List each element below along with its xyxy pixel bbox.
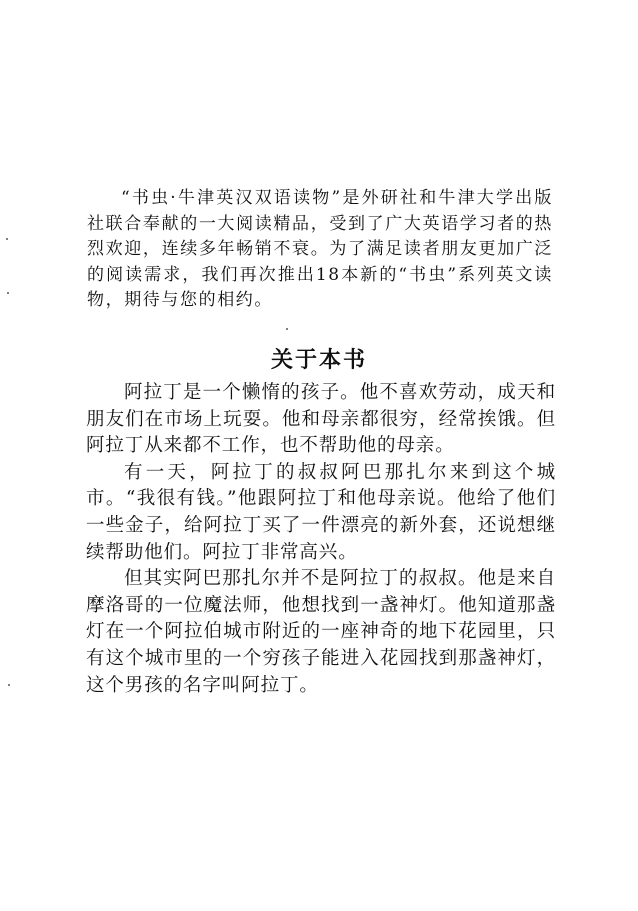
margin-speck [7, 292, 9, 294]
margin-speck [8, 684, 10, 686]
margin-speck [6, 238, 8, 240]
section-body [86, 380, 556, 699]
intro-paragraph: “书虫·牛津英汉双语读物”是外研社和牛津大学出版社联合奉献的一大阅读精品，受到了广大英语学习者的热烈欢迎，连续多年畅销不衰。为了满足读者朋友更加广泛的阅读需求，我们再次推出18本新的“书虫”系列英文读物，期待与您的相约。 [87, 188, 553, 311]
center-speck [286, 328, 288, 330]
body-paragraph: 但其实阿巴那扎尔并不是阿拉丁的叔叔。他是来自摩洛哥的一位魔法师，他想找到一盏神灯。他知道那盏灯在一个阿拉伯城市附近的一座神奇的地下花园里，只有这个城市里的一个穷孩子能进入花园找到那盏神灯，这个男孩的名字叫阿拉丁。 [86, 568, 556, 696]
body-paragraph: 有一天，阿拉丁的叔叔阿巴那扎尔来到这个城市。“我很有钱。”他跟阿拉丁和他母亲说。他给了他们一些金子，给阿拉丁买了一件漂亮的新外套，还说想继续帮助他们。阿拉丁非常高兴。 [86, 461, 556, 563]
section-title: 关于本书 [270, 348, 367, 373]
body-paragraph: 阿拉丁是一个懒惰的孩子。他不喜欢劳动，成天和朋友们在市场上玩耍。他和母亲都很穷，经常挨饿。但阿拉丁从来都不工作，也不帮助他的母亲。 [86, 382, 556, 457]
